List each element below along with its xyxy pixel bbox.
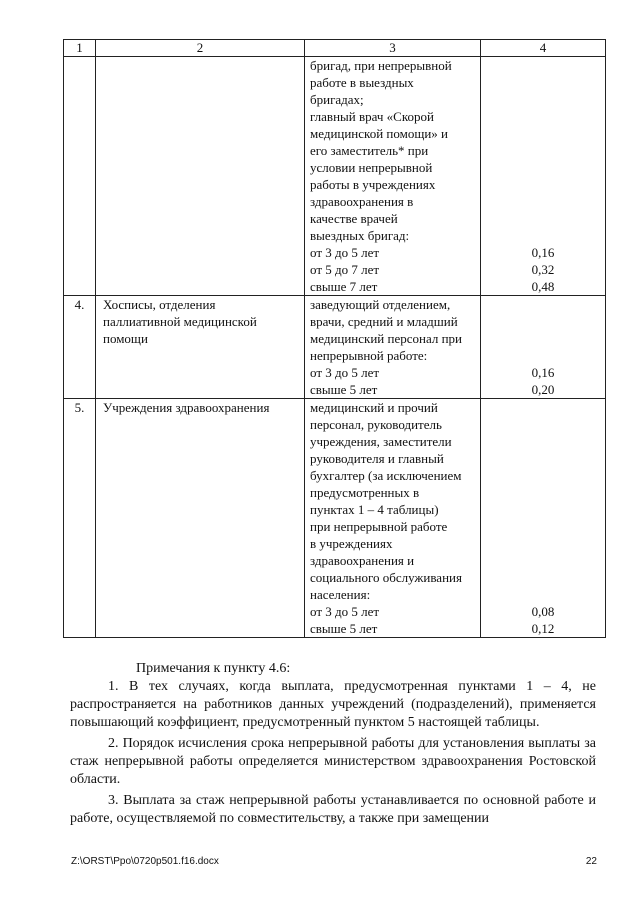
row-number-cell: 5. xyxy=(64,399,96,638)
cell-line: персонал, руководитель xyxy=(310,417,442,432)
coefficient-value: 0,08 xyxy=(531,604,555,619)
cell-line: от 3 до 5 лет xyxy=(310,365,380,380)
cell-line: главный врач «Скорой xyxy=(310,109,434,124)
cell-line: пунктах 1 – 4 таблицы) xyxy=(310,502,439,517)
cell-line: его заместитель* при xyxy=(310,143,429,158)
cell-line: руководителя и главный xyxy=(310,451,444,466)
table-row xyxy=(64,296,606,399)
cell-line: от 5 до 7 лет xyxy=(310,262,380,277)
cell-line: здравоохранения и xyxy=(310,553,415,568)
cell-line: работы в учреждениях xyxy=(310,177,436,192)
cell-line: в учреждениях xyxy=(310,536,393,551)
coefficient-cell xyxy=(481,296,606,399)
cell-line: непрерывной работе: xyxy=(310,348,428,363)
note-paragraph-1: 1. В тех случаях, когда выплата, предусмотренная пунктами 1 – 4, не распространяется на работников данных учреждений (подразделений), применяется повышающий коэффициент, предусмотренный пунктом 5 настоящей таблицы. xyxy=(70,679,596,730)
position-cell xyxy=(305,399,481,638)
coefficients-table xyxy=(63,39,606,638)
note-paragraph-2: 2. Порядок исчисления срока непрерывной работы для установления выплаты за стаж непрерывной работы определяется министерством здравоохранения Ростовской области. xyxy=(70,736,596,787)
notes-section xyxy=(70,660,596,828)
coefficient-cell xyxy=(481,57,606,296)
coefficient-value: 0,16 xyxy=(531,245,555,260)
institution-cell xyxy=(96,57,305,296)
cell-line: заведующий отделением, xyxy=(310,297,451,312)
cell-line: паллиативной медицинской xyxy=(103,314,257,329)
cell-line: свыше 7 лет xyxy=(310,279,378,294)
cell-line: предусмотренных в xyxy=(310,485,420,500)
file-path: Z:\ORST\Ppo\0720p501.f16.docx xyxy=(71,856,219,867)
cell-line: от 3 до 5 лет xyxy=(310,604,380,619)
notes-title: Примечания к пункту 4.6: xyxy=(136,661,291,676)
cell-line: населения: xyxy=(310,587,371,602)
cell-line: свыше 5 лет xyxy=(310,382,378,397)
cell-line: бригадах; xyxy=(310,92,364,107)
cell-line: от 3 до 5 лет xyxy=(310,245,380,260)
header-col-3: 3 xyxy=(305,40,481,57)
institution-cell xyxy=(96,399,305,638)
cell-line: медицинский персонал при xyxy=(310,331,463,346)
cell-line: условии непрерывной xyxy=(310,160,433,175)
cell-line: свыше 5 лет xyxy=(310,621,378,636)
coefficient-cell xyxy=(481,399,606,638)
cell-line: бухгалтер (за исключением xyxy=(310,468,462,483)
cell-line: медицинский и прочий xyxy=(310,400,438,415)
cell-line: при непрерывной работе xyxy=(310,519,448,534)
page-footer xyxy=(71,856,597,867)
coefficient-value: 0,16 xyxy=(531,365,555,380)
cell-line: врачи, средний и младший xyxy=(310,314,458,329)
institution-cell xyxy=(96,296,305,399)
cell-line: социального обслуживания xyxy=(310,570,462,585)
row-number-cell xyxy=(64,57,96,296)
coefficient-value: 0,20 xyxy=(531,382,555,397)
cell-line: бригад, при непрерывной xyxy=(310,58,452,73)
row-number-cell: 4. xyxy=(64,296,96,399)
cell-line: здравоохранения в xyxy=(310,194,414,209)
cell-line: выездных бригад: xyxy=(310,228,410,243)
table-row xyxy=(64,57,606,296)
table-header-row xyxy=(64,40,606,57)
cell-line: работе в выездных xyxy=(310,75,414,90)
coefficient-value: 0,48 xyxy=(531,279,555,294)
position-cell xyxy=(305,296,481,399)
header-col-1: 1 xyxy=(64,40,96,57)
cell-line: медицинской помощи» и xyxy=(310,126,449,141)
page-number: 22 xyxy=(585,856,597,867)
table-row xyxy=(64,399,606,638)
cell-line: качестве врачей xyxy=(310,211,398,226)
header-col-2: 2 xyxy=(96,40,305,57)
coefficient-value: 0,32 xyxy=(531,262,555,277)
cell-line: Хосписы, отделения xyxy=(103,297,216,312)
cell-line: Учреждения здравоохранения xyxy=(103,400,270,415)
cell-line: помощи xyxy=(103,331,148,346)
note-paragraph-3: 3. Выплата за стаж непрерывной работы устанавливается по основной работе и работе, осуществляемой по совместительству, а также при замещении xyxy=(70,793,596,826)
position-cell xyxy=(305,57,481,296)
cell-line: учреждения, заместители xyxy=(310,434,452,449)
coefficient-value: 0,12 xyxy=(531,621,555,636)
header-col-4: 4 xyxy=(481,40,606,57)
